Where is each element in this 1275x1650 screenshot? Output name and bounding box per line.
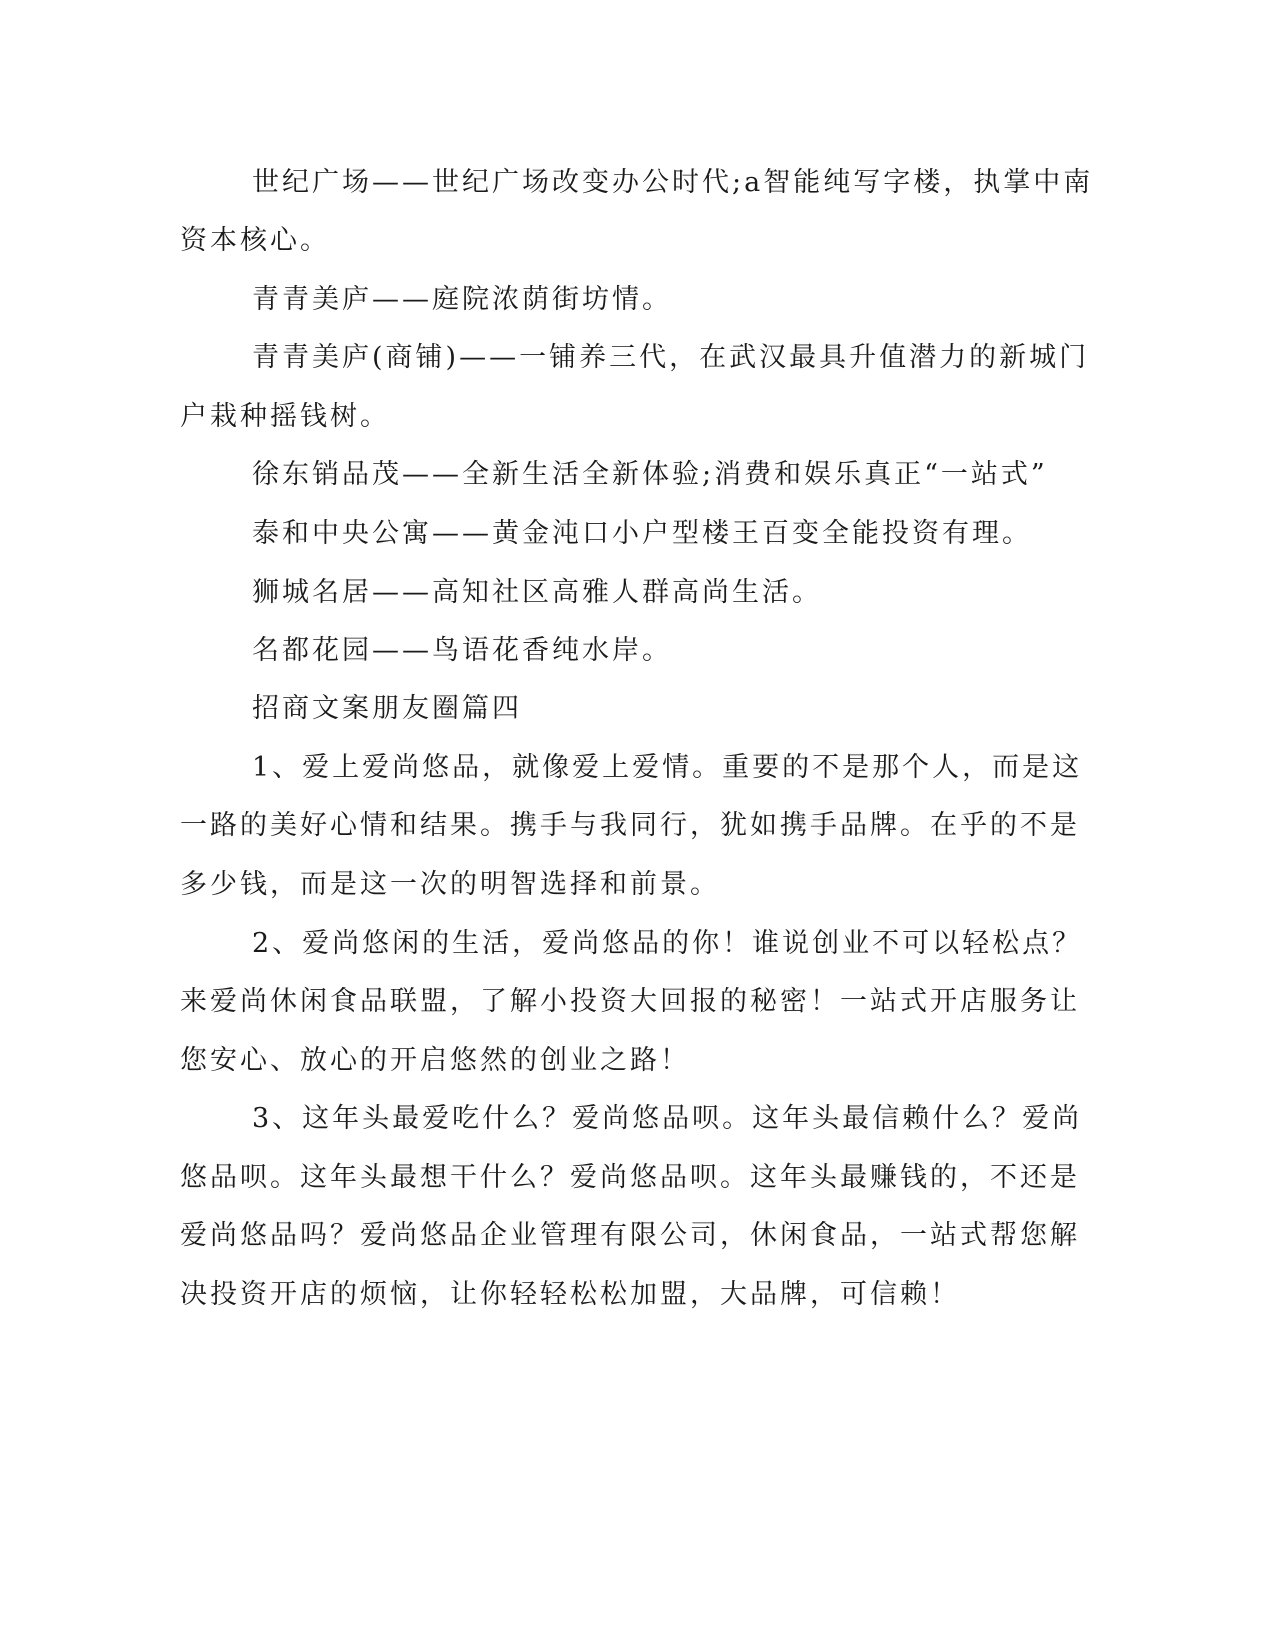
text-line: 2、爱尚悠闲的生活，爱尚悠品的你！谁说创业不可以轻松点？: [252, 928, 1083, 959]
text-line: 来爱尚休闲食品联盟，了解小投资大回报的秘密！一站式开店服务让: [180, 986, 1080, 1017]
text-line: 爱尚悠品吗？爱尚悠品企业管理有限公司，休闲食品，一站式帮您解: [180, 1220, 1080, 1251]
text-line: 资本核心。: [180, 225, 330, 256]
text-line: 悠品呗。这年头最想干什么？爱尚悠品呗。这年头最赚钱的，不还是: [180, 1162, 1080, 1193]
text-line: 决投资开店的烦恼，让你轻轻松松加盟，大品牌，可信赖！: [180, 1279, 960, 1310]
text-line: 泰和中央公寓——黄金沌口小户型楼王百变全能投资有理。: [252, 518, 1032, 549]
text-line: 狮城名居——高知社区高雅人群高尚生活。: [252, 577, 822, 608]
text-line: 1、爱上爱尚悠品，就像爱上爱情。重要的不是那个人，而是这: [252, 752, 1083, 783]
section-heading: 招商文案朋友圈篇四: [252, 693, 522, 724]
text-line: 青青美庐(商铺)——一铺养三代，在武汉最具升值潜力的新城门: [252, 342, 1090, 373]
text-line: 多少钱，而是这一次的明智选择和前景。: [180, 869, 720, 900]
text-line: 3、这年头最爱吃什么？爱尚悠品呗。这年头最信赖什么？爱尚: [252, 1103, 1083, 1134]
text-line: 名都花园——鸟语花香纯水岸。: [252, 635, 672, 666]
text-line: 徐东销品茂——全新生活全新体验;消费和娱乐真正“一站式”: [252, 459, 1048, 490]
text-line: 一路的美好心情和结果。携手与我同行，犹如携手品牌。在乎的不是: [180, 810, 1080, 841]
text-line: 您安心、放心的开启悠然的创业之路！: [180, 1045, 690, 1076]
text-line: 户栽种摇钱树。: [180, 401, 390, 432]
text-line: 青青美庐——庭院浓荫街坊情。: [252, 284, 672, 315]
text-line: 世纪广场——世纪广场改变办公时代;a智能纯写字楼，执掌中南: [252, 167, 1094, 198]
